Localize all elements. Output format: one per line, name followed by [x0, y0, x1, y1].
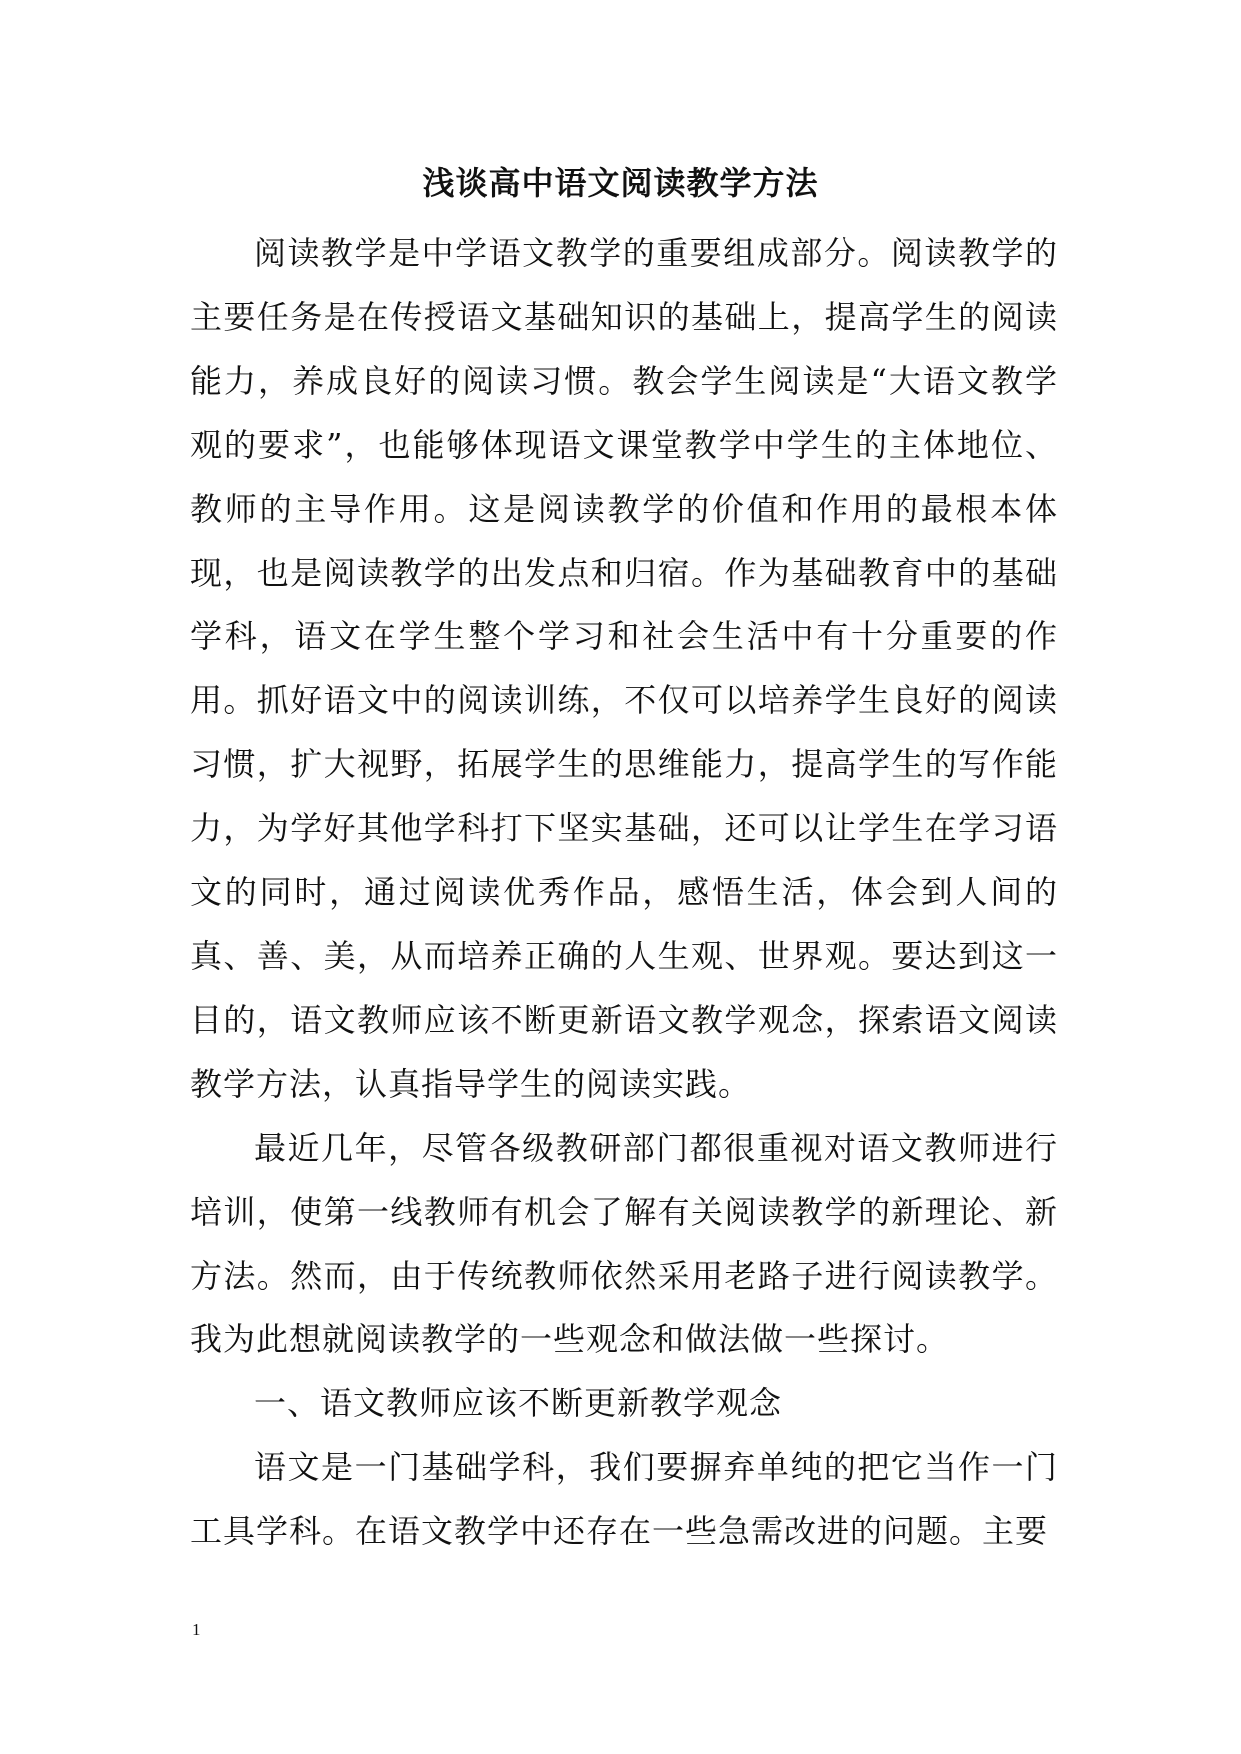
section-heading-1: 一、语文教师应该不断更新教学观念 — [254, 1384, 783, 1423]
page-number: 1 — [192, 1620, 201, 1639]
paragraph-intro: 阅读教学是中学语文教学的重要组成部分。阅读教学的主要任务是在传授语文基础知识的基础上，提高学生的阅读能力，养成良好的阅读习惯。教会学生阅读是“大语文教学观的要求”，也能够体现语文课堂教学中学生的主体地位、教师的主导作用。这是阅读教学的价值和作用的最根本体现，也是阅读教学的出发点和归宿。作为基础教育中的基础学科，语文在学生整个学习和社会生活中有十分重要的作用。抓好语文中的阅读训练，不仅可以培养学生良好的阅读习惯，扩大视野，拓展学生的思维能力，提高学生的写作能力，为学好其他学科打下坚实基础，还可以让学生在学习语文的同时，通过阅读优秀作品，感悟生活，体会到人间的真、善、美，从而培养正确的人生观、世界观。要达到这一目的，语文教师应该不断更新语文教学观念，探索语文阅读教学方法，认真指导学生的阅读实践。 — [190, 234, 1058, 1103]
paragraph-section-1: 语文是一门基础学科，我们要摒弃单纯的把它当作一门工具学科。在语文教学中还存在一些急需改进的问题。主要 — [190, 1448, 1058, 1551]
document-title: 浅谈高中语文阅读教学方法 — [422, 164, 819, 202]
paragraph-background: 最近几年，尽管各级教研部门都很重视对语文教师进行培训，使第一线教师有机会了解有关阅读教学的新理论、新方法。然而，由于传统教师依然采用老路子进行阅读教学。我为此想就阅读教学的一些观念和做法做一些探讨。 — [190, 1128, 1058, 1359]
document-body — [190, 222, 1058, 1564]
